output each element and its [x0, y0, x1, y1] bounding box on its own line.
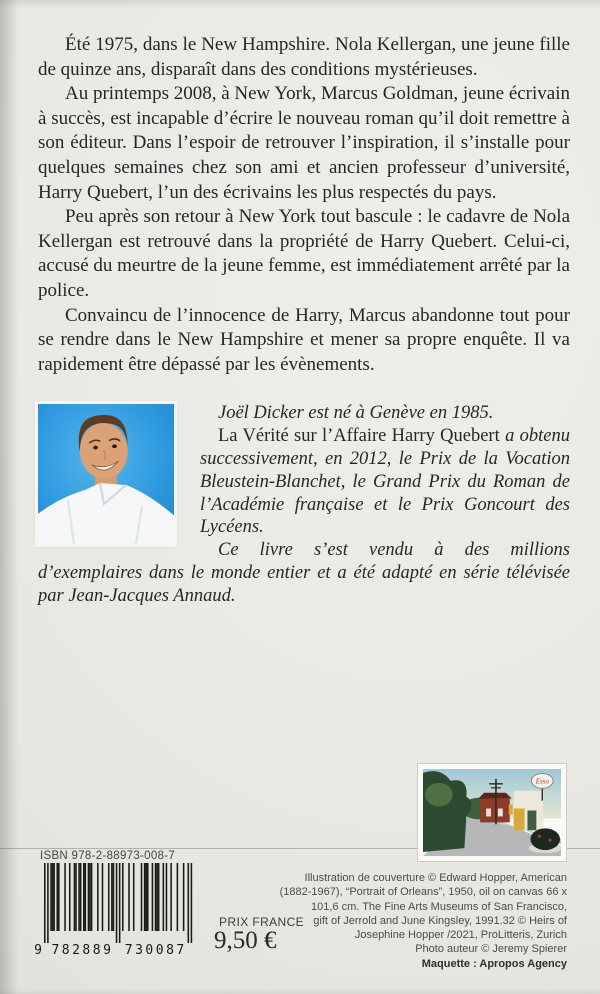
page-top-shadow: [0, 0, 600, 9]
author-bio-line: Joël Dicker est né à Genève en 1985.: [218, 403, 494, 424]
credits-block: [275, 871, 567, 971]
book-title: La Vérité sur l’Affaire Harry Quebert: [218, 426, 500, 447]
price-france-label: PRIX FRANCE: [219, 915, 305, 929]
credit-line: 101,6 cm. The Fine Arts Museums of San Francisco,: [311, 900, 567, 913]
dark-bush: [530, 828, 560, 850]
isbn-label: ISBN 978-2-88973-008-7: [40, 850, 176, 862]
credit-line: gift of Jerrold and June Kingsley, 1991.32 © Heirs of: [313, 914, 567, 927]
page-bottom-shadow: [0, 988, 600, 994]
author-photo-art: [38, 404, 174, 544]
cover-illustration-thumbnail: [417, 763, 567, 862]
awards-text: a obtenu successivement, en 2012, le Prix de la Vocation Bleustein-Blanchet, le Grand Prix du Roman de l’Académie française et le Prix Goncourt des Lycéens.: [200, 426, 571, 538]
cover-text-column: [38, 33, 570, 607]
svg-text:9: 9: [34, 943, 42, 957]
ean-barcode: [27, 863, 197, 957]
red-building: [480, 799, 510, 823]
price-value: 9,50 €: [214, 927, 277, 954]
credit-line: Josephine Hopper /2021, ProLitteris, Zurich: [354, 929, 567, 942]
synopsis-text: [38, 33, 570, 377]
credit-line: Photo auteur © Jeremy Spierer: [415, 943, 567, 956]
author-section: [38, 402, 570, 607]
author-photo: [38, 404, 174, 544]
sales-paragraph: Ce livre s’est vendu à des millions d’exemplaires dans le monde entier et a été adapté en série télévisée par Jean-Jacques Annaud.: [38, 540, 570, 606]
hopper-painting-art: [423, 769, 561, 856]
synopsis-paragraph: Au printemps 2008, à New York, Marcus Goldman, jeune écrivain à succès, est incapable d’écrire le nouveau roman qu’il doit remettre à son éditeur. Dans l’espoir de retrouver l’inspiration, il s’installe pour quelques semaines chez son ami et ancien professeur d’université, Harry Quebert, l’un des écrivains les plus respectés du pays.: [38, 83, 570, 203]
synopsis-paragraph: Été 1975, dans le New Hampshire. Nola Kellergan, une jeune fille de quinze ans, disparaît dans des conditions mystérieuses.: [38, 34, 570, 80]
barcode-svg: [27, 863, 197, 957]
esso-sign-text: Esso: [535, 778, 549, 786]
page-left-shadow: [0, 0, 18, 994]
traffic-signal: [509, 805, 513, 815]
svg-text:730087: 730087: [124, 943, 187, 957]
synopsis-paragraph: Convaincu de l’innocence de Harry, Marcus abandonne tout pour se rendre dans le New Hampshire et mener sa propre enquête. Il va rapidement être dépassé par les évènements.: [38, 304, 570, 375]
credit-line: (1882-1967), “Portrait of Orleans”, 1950, oil on canvas 66 x: [279, 886, 567, 899]
synopsis-paragraph: Peu après son retour à New York tout bascule : le cadavre de Nola Kellergan est retrouvé dans la propriété de Harry Quebert. Celui-ci, accusé du meurtre de la jeune femme, est immédiatement arrêté par la police.: [38, 206, 570, 301]
credits-agency-line: Maquette : Apropos Agency: [421, 957, 567, 970]
svg-text:782889: 782889: [51, 943, 114, 957]
credit-line: Illustration de couverture © Edward Hopper, American: [304, 872, 567, 884]
